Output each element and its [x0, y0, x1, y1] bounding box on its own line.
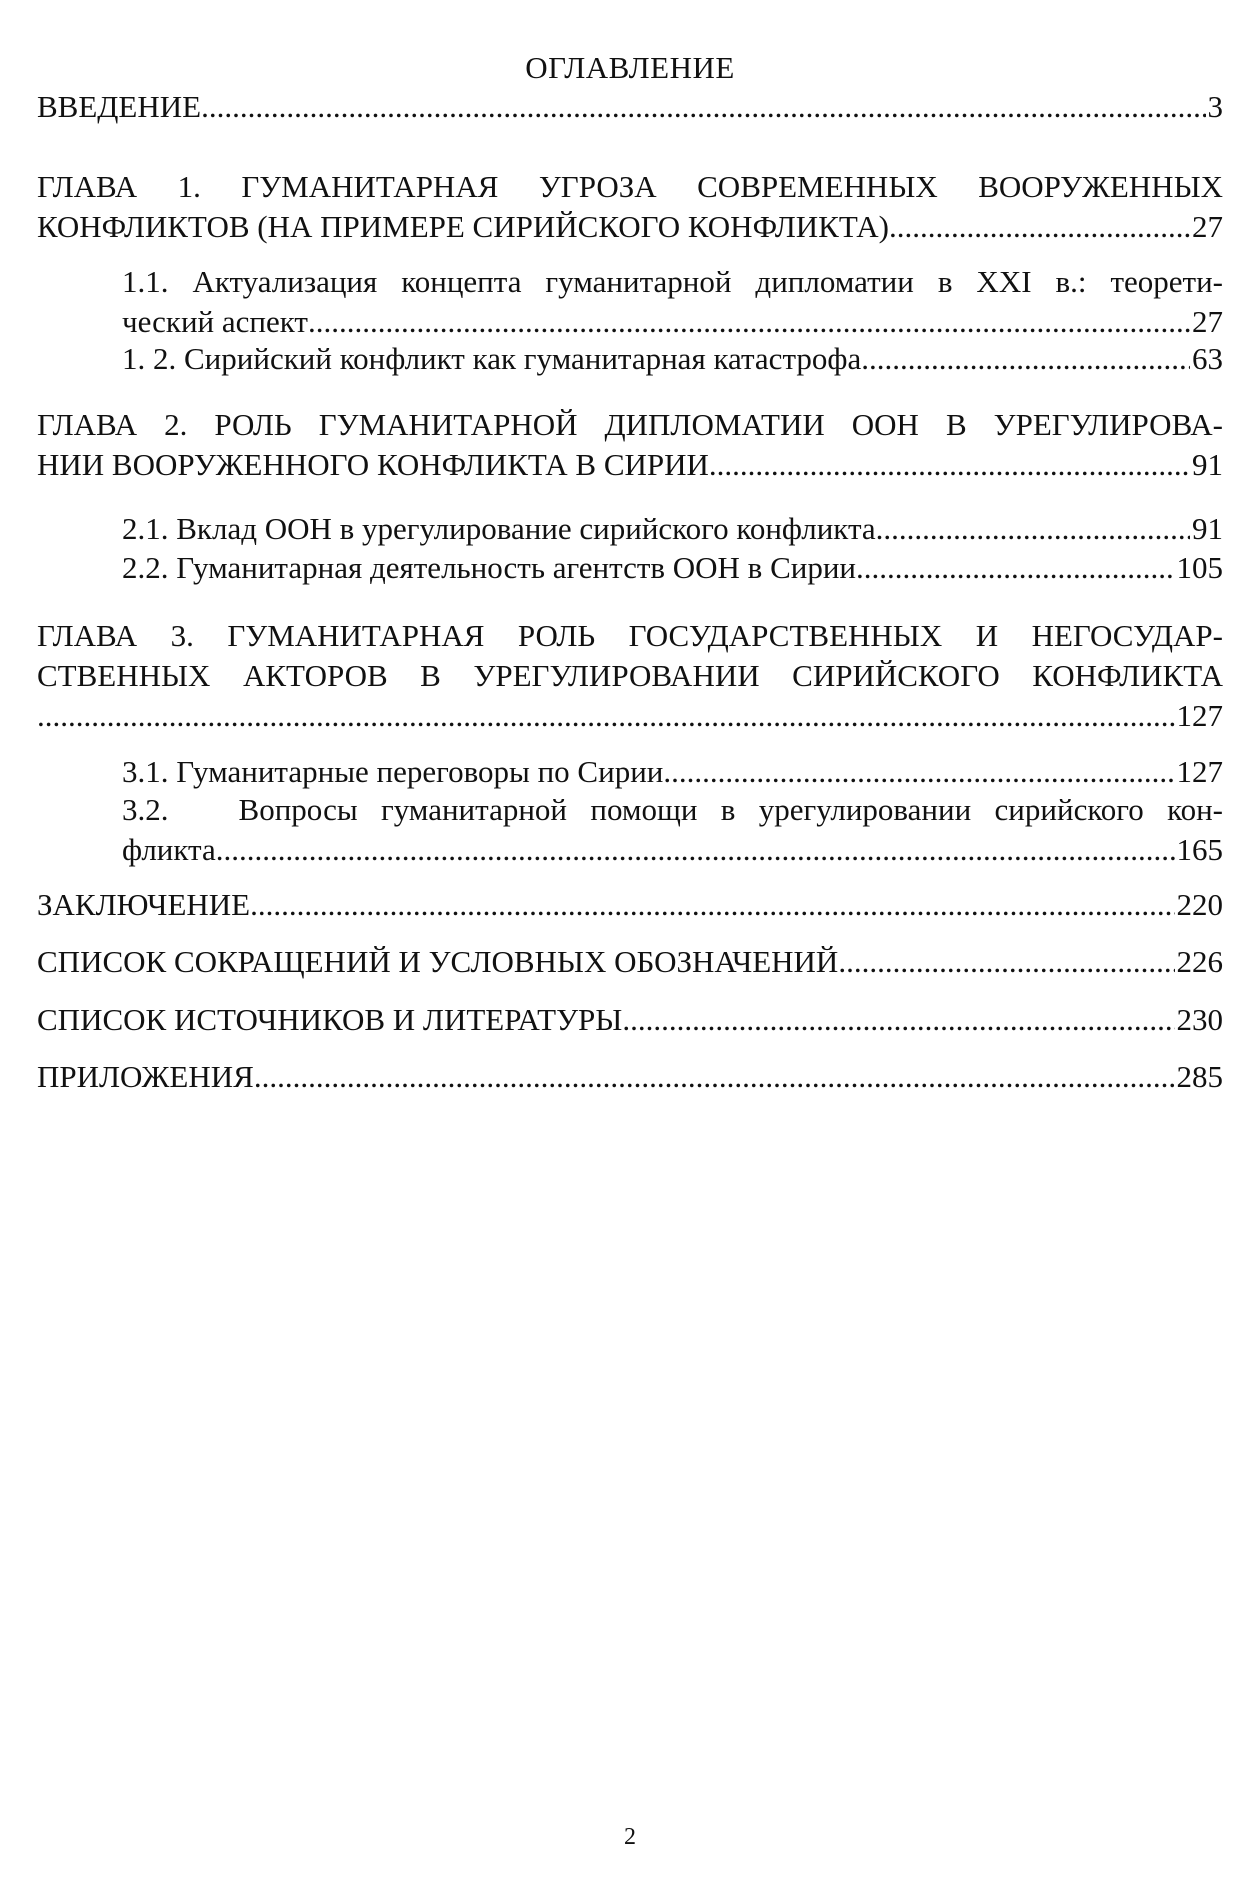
toc-entry-text: 1. 2. Сирийский конфликт как гуманитарная катастрофа [122, 341, 862, 376]
toc-page-number: 27 [1192, 304, 1223, 339]
dot-leader [308, 302, 1190, 342]
dot-leader [622, 1000, 1174, 1040]
toc-page-number: 105 [1176, 550, 1223, 585]
toc-entry-section-1-2[interactable] [122, 339, 1223, 379]
dot-leader [201, 87, 1205, 127]
toc-entry-chapter-2[interactable] [37, 405, 1223, 485]
toc-entry-text: 1.1. Актуализация концепта гуманитарной дипломатии в XXI в.: теорети- [122, 264, 1223, 299]
toc-page-number: 226 [1176, 944, 1223, 979]
toc-entry-text: ПРИЛОЖЕНИЯ [37, 1059, 254, 1094]
dot-leader [889, 207, 1190, 247]
toc-entry-text: НИИ ВООРУЖЕННОГО КОНФЛИКТА В СИРИИ [37, 447, 709, 482]
toc-page-number: 91 [1192, 447, 1223, 482]
dot-leader [663, 752, 1174, 792]
toc-entry-chapter-3[interactable] [37, 616, 1223, 736]
toc-page-number: 230 [1176, 1002, 1223, 1037]
toc-entry-section-1-1[interactable] [122, 262, 1223, 342]
toc-entry-text: ГЛАВА 2. РОЛЬ ГУМАНИТАРНОЙ ДИПЛОМАТИИ ООН В УРЕГУЛИРОВА- [37, 407, 1223, 442]
toc-entry-section-3-1[interactable] [122, 752, 1223, 792]
toc-page-number: 63 [1192, 341, 1223, 376]
toc-entry-intro[interactable] [37, 87, 1223, 127]
toc-entry-text: СПИСОК СОКРАЩЕНИЙ И УСЛОВНЫХ ОБОЗНАЧЕНИЙ [37, 944, 839, 979]
dot-leader [37, 696, 1175, 736]
toc-entry-text: ЗАКЛЮЧЕНИЕ [37, 887, 251, 922]
toc-entry-chapter-1[interactable] [37, 167, 1223, 247]
toc-page-number: 127 [1176, 754, 1223, 789]
dot-leader [856, 548, 1174, 588]
toc-entry-text: ГЛАВА 3. ГУМАНИТАРНАЯ РОЛЬ ГОСУДАРСТВЕННЫХ И НЕГОСУДАР- [37, 618, 1223, 653]
toc-entry-text: СТВЕННЫХ АКТОРОВ В УРЕГУЛИРОВАНИИ СИРИЙСКОГО КОНФЛИКТА [37, 658, 1223, 693]
toc-page-number: 27 [1192, 209, 1223, 244]
dot-leader [250, 885, 1174, 925]
toc-page-number: 91 [1192, 511, 1223, 546]
dot-leader [861, 339, 1190, 379]
toc-entry-text: фликта [122, 832, 216, 867]
toc-entry-section-2-2[interactable] [122, 548, 1223, 588]
toc-entry-text: ГЛАВА 1. ГУМАНИТАРНАЯ УГРОЗА СОВРЕМЕННЫХ ВООРУЖЕННЫХ [37, 169, 1223, 204]
toc-entry-text: ческий аспект [122, 304, 308, 339]
toc-entry-text: 2.2. Гуманитарная деятельность агентств ООН в Сирии [122, 550, 857, 585]
toc-entry-conclusion[interactable] [37, 885, 1223, 925]
toc-entry-section-2-1[interactable] [122, 509, 1223, 549]
dot-leader [709, 445, 1190, 485]
dot-leader [876, 509, 1190, 549]
toc-entry-text: 2.1. Вклад ООН в урегулирование сирийского конфликта [122, 511, 876, 546]
page-number: 2 [624, 1824, 636, 1850]
toc-entry-text: СПИСОК ИСТОЧНИКОВ И ЛИТЕРАТУРЫ [37, 1002, 623, 1037]
toc-page-number: 220 [1176, 887, 1223, 922]
toc-page-number: 285 [1176, 1059, 1223, 1094]
toc-page-number: 127 [1176, 698, 1223, 733]
dot-leader [254, 1057, 1175, 1097]
toc-title: ОГЛАВЛЕНИЕ [525, 50, 735, 85]
toc-entry-abbreviations[interactable] [37, 942, 1223, 982]
toc-entry-text: 3.1. Гуманитарные переговоры по Сирии [122, 754, 664, 789]
dot-leader [838, 942, 1174, 982]
toc-entry-text: КОНФЛИКТОВ (НА ПРИМЕРЕ СИРИЙСКОГО КОНФЛИКТА) [37, 209, 889, 244]
toc-entry-text: 3.2. Вопросы гуманитарной помощи в урегулировании сирийского кон- [122, 792, 1223, 827]
toc-entry-appendices[interactable] [37, 1057, 1223, 1097]
toc-page-number: 165 [1176, 832, 1223, 867]
toc-entry-sources[interactable] [37, 1000, 1223, 1040]
dot-leader [216, 830, 1175, 870]
toc-entry-section-3-2[interactable] [122, 790, 1223, 870]
toc-page-number: 3 [1207, 89, 1223, 124]
toc-entry-text: ВВЕДЕНИЕ [37, 89, 202, 124]
